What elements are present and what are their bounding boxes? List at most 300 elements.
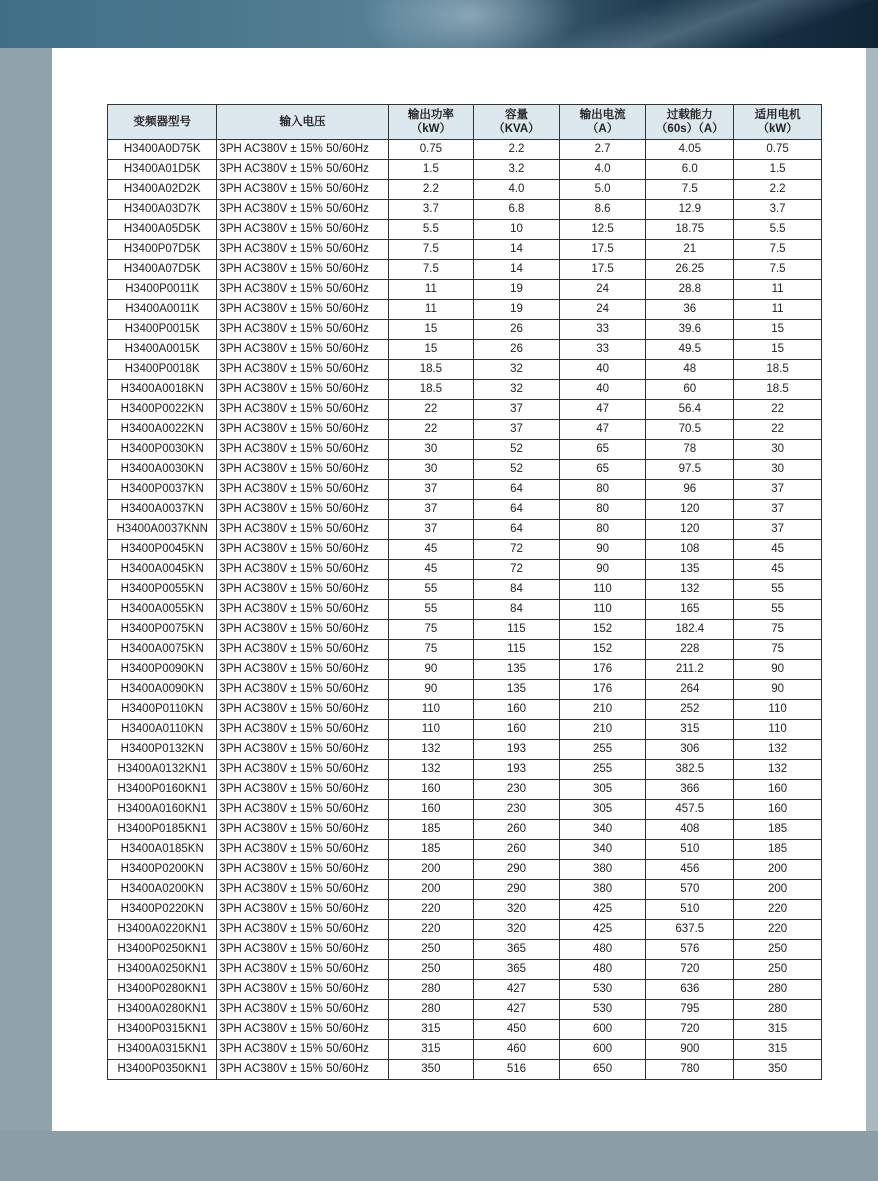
model-cell: H3400P0011K bbox=[108, 280, 217, 300]
table-row bbox=[108, 1060, 822, 1080]
motor-cell: 200 bbox=[734, 880, 822, 900]
table-row bbox=[108, 360, 822, 380]
table-row bbox=[108, 720, 822, 740]
motor-cell: 132 bbox=[734, 740, 822, 760]
capacity-cell: 64 bbox=[474, 520, 560, 540]
capacity-cell: 19 bbox=[474, 280, 560, 300]
motor-cell: 37 bbox=[734, 520, 822, 540]
bottom-margin-bar bbox=[0, 1131, 878, 1181]
power-cell: 110 bbox=[388, 720, 474, 740]
model-cell: H3400A0160KN1 bbox=[108, 800, 217, 820]
header-label: 输出功率 bbox=[407, 109, 454, 121]
power-cell: 315 bbox=[388, 1040, 474, 1060]
table-row bbox=[108, 820, 822, 840]
current-cell: 650 bbox=[559, 1060, 646, 1080]
motor-cell: 7.5 bbox=[734, 260, 822, 280]
current-cell: 110 bbox=[559, 600, 646, 620]
table-row bbox=[108, 580, 822, 600]
capacity-cell: 427 bbox=[474, 1000, 560, 1020]
model-cell: H3400P0015K bbox=[108, 320, 217, 340]
capacity-cell: 115 bbox=[474, 640, 560, 660]
overload-cell: 56.4 bbox=[646, 400, 734, 420]
capacity-cell: 84 bbox=[474, 580, 560, 600]
voltage-cell: 3PH AC380V ± 15% 50/60Hz bbox=[217, 720, 388, 740]
current-cell: 340 bbox=[559, 820, 646, 840]
capacity-cell: 72 bbox=[474, 560, 560, 580]
capacity-cell: 260 bbox=[474, 820, 560, 840]
current-cell: 65 bbox=[559, 460, 646, 480]
model-cell: H3400P0110KN bbox=[108, 700, 217, 720]
overload-cell: 165 bbox=[646, 600, 734, 620]
capacity-cell: 160 bbox=[474, 720, 560, 740]
overload-cell: 28.8 bbox=[646, 280, 734, 300]
power-cell: 18.5 bbox=[388, 380, 474, 400]
voltage-cell: 3PH AC380V ± 15% 50/60Hz bbox=[217, 560, 388, 580]
current-cell: 480 bbox=[559, 940, 646, 960]
table-row bbox=[108, 760, 822, 780]
power-cell: 250 bbox=[388, 960, 474, 980]
current-cell: 305 bbox=[559, 780, 646, 800]
motor-cell: 315 bbox=[734, 1020, 822, 1040]
motor-cell: 18.5 bbox=[734, 380, 822, 400]
capacity-cell: 37 bbox=[474, 400, 560, 420]
current-cell: 530 bbox=[559, 1000, 646, 1020]
capacity-cell: 10 bbox=[474, 220, 560, 240]
motor-cell: 90 bbox=[734, 680, 822, 700]
capacity-cell: 3.2 bbox=[474, 160, 560, 180]
current-cell: 530 bbox=[559, 980, 646, 1000]
model-cell: H3400A0018KN bbox=[108, 380, 217, 400]
table-row bbox=[108, 660, 822, 680]
capacity-cell: 193 bbox=[474, 740, 560, 760]
current-cell: 480 bbox=[559, 960, 646, 980]
overload-cell: 96 bbox=[646, 480, 734, 500]
power-cell: 200 bbox=[388, 880, 474, 900]
motor-cell: 1.5 bbox=[734, 160, 822, 180]
capacity-cell: 84 bbox=[474, 600, 560, 620]
table-row bbox=[108, 380, 822, 400]
power-cell: 132 bbox=[388, 740, 474, 760]
motor-cell: 15 bbox=[734, 320, 822, 340]
current-cell: 17.5 bbox=[559, 260, 646, 280]
voltage-cell: 3PH AC380V ± 15% 50/60Hz bbox=[217, 180, 388, 200]
power-cell: 55 bbox=[388, 580, 474, 600]
voltage-cell: 3PH AC380V ± 15% 50/60Hz bbox=[217, 700, 388, 720]
model-cell: H3400A0315KN1 bbox=[108, 1040, 217, 1060]
motor-cell: 18.5 bbox=[734, 360, 822, 380]
motor-cell: 3.7 bbox=[734, 200, 822, 220]
header-model bbox=[108, 105, 217, 140]
current-cell: 600 bbox=[559, 1040, 646, 1060]
power-cell: 22 bbox=[388, 420, 474, 440]
current-cell: 425 bbox=[559, 920, 646, 940]
current-cell: 176 bbox=[559, 660, 646, 680]
motor-cell: 185 bbox=[734, 840, 822, 860]
model-cell: H3400A0045KN bbox=[108, 560, 217, 580]
model-cell: H3400P0045KN bbox=[108, 540, 217, 560]
table-row bbox=[108, 800, 822, 820]
power-cell: 280 bbox=[388, 980, 474, 1000]
current-cell: 80 bbox=[559, 480, 646, 500]
current-cell: 2.7 bbox=[559, 140, 646, 160]
current-cell: 33 bbox=[559, 320, 646, 340]
table-row bbox=[108, 320, 822, 340]
motor-cell: 45 bbox=[734, 540, 822, 560]
capacity-cell: 365 bbox=[474, 940, 560, 960]
power-cell: 315 bbox=[388, 1020, 474, 1040]
voltage-cell: 3PH AC380V ± 15% 50/60Hz bbox=[217, 360, 388, 380]
voltage-cell: 3PH AC380V ± 15% 50/60Hz bbox=[217, 760, 388, 780]
model-cell: H3400P0350KN1 bbox=[108, 1060, 217, 1080]
voltage-cell: 3PH AC380V ± 15% 50/60Hz bbox=[217, 840, 388, 860]
model-cell: H3400P0075KN bbox=[108, 620, 217, 640]
overload-cell: 49.5 bbox=[646, 340, 734, 360]
voltage-cell: 3PH AC380V ± 15% 50/60Hz bbox=[217, 1020, 388, 1040]
voltage-cell: 3PH AC380V ± 15% 50/60Hz bbox=[217, 680, 388, 700]
capacity-cell: 6.8 bbox=[474, 200, 560, 220]
power-cell: 30 bbox=[388, 440, 474, 460]
power-cell: 75 bbox=[388, 640, 474, 660]
motor-cell: 185 bbox=[734, 820, 822, 840]
table-row bbox=[108, 840, 822, 860]
voltage-cell: 3PH AC380V ± 15% 50/60Hz bbox=[217, 300, 388, 320]
model-cell: H3400A0030KN bbox=[108, 460, 217, 480]
power-cell: 160 bbox=[388, 800, 474, 820]
overload-cell: 456 bbox=[646, 860, 734, 880]
capacity-cell: 64 bbox=[474, 480, 560, 500]
capacity-cell: 52 bbox=[474, 460, 560, 480]
spec-table-body bbox=[108, 140, 822, 1080]
capacity-cell: 64 bbox=[474, 500, 560, 520]
table-row bbox=[108, 640, 822, 660]
voltage-cell: 3PH AC380V ± 15% 50/60Hz bbox=[217, 880, 388, 900]
model-cell: H3400P0160KN1 bbox=[108, 780, 217, 800]
model-cell: H3400P0280KN1 bbox=[108, 980, 217, 1000]
overload-cell: 510 bbox=[646, 840, 734, 860]
motor-cell: 160 bbox=[734, 800, 822, 820]
header-overload bbox=[646, 105, 734, 140]
voltage-cell: 3PH AC380V ± 15% 50/60Hz bbox=[217, 920, 388, 940]
capacity-cell: 4.0 bbox=[474, 180, 560, 200]
table-row bbox=[108, 220, 822, 240]
voltage-cell: 3PH AC380V ± 15% 50/60Hz bbox=[217, 540, 388, 560]
model-cell: H3400A0280KN1 bbox=[108, 1000, 217, 1020]
power-cell: 132 bbox=[388, 760, 474, 780]
overload-cell: 18.75 bbox=[646, 220, 734, 240]
power-cell: 15 bbox=[388, 320, 474, 340]
header-label: 容量 bbox=[504, 109, 528, 121]
motor-cell: 2.2 bbox=[734, 180, 822, 200]
motor-cell: 132 bbox=[734, 760, 822, 780]
table-row bbox=[108, 400, 822, 420]
table-row bbox=[108, 540, 822, 560]
model-cell: H3400A0090KN bbox=[108, 680, 217, 700]
motor-cell: 55 bbox=[734, 600, 822, 620]
overload-cell: 720 bbox=[646, 1020, 734, 1040]
model-cell: H3400A0220KN1 bbox=[108, 920, 217, 940]
current-cell: 340 bbox=[559, 840, 646, 860]
model-cell: H3400P0022KN bbox=[108, 400, 217, 420]
table-row bbox=[108, 180, 822, 200]
current-cell: 5.0 bbox=[559, 180, 646, 200]
table-row bbox=[108, 460, 822, 480]
current-cell: 110 bbox=[559, 580, 646, 600]
overload-cell: 900 bbox=[646, 1040, 734, 1060]
power-cell: 350 bbox=[388, 1060, 474, 1080]
voltage-cell: 3PH AC380V ± 15% 50/60Hz bbox=[217, 820, 388, 840]
power-cell: 7.5 bbox=[388, 260, 474, 280]
overload-cell: 120 bbox=[646, 520, 734, 540]
capacity-cell: 135 bbox=[474, 660, 560, 680]
model-cell: H3400A01D5K bbox=[108, 160, 217, 180]
table-row bbox=[108, 560, 822, 580]
table-row bbox=[108, 260, 822, 280]
voltage-cell: 3PH AC380V ± 15% 50/60Hz bbox=[217, 660, 388, 680]
table-row bbox=[108, 920, 822, 940]
model-cell: H3400A0075KN bbox=[108, 640, 217, 660]
voltage-cell: 3PH AC380V ± 15% 50/60Hz bbox=[217, 200, 388, 220]
header-output-current bbox=[559, 105, 646, 140]
top-banner bbox=[0, 0, 878, 48]
voltage-cell: 3PH AC380V ± 15% 50/60Hz bbox=[217, 440, 388, 460]
model-cell: H3400A03D7K bbox=[108, 200, 217, 220]
power-cell: 250 bbox=[388, 940, 474, 960]
table-row bbox=[108, 480, 822, 500]
voltage-cell: 3PH AC380V ± 15% 50/60Hz bbox=[217, 400, 388, 420]
motor-cell: 250 bbox=[734, 960, 822, 980]
current-cell: 380 bbox=[559, 860, 646, 880]
header-label: 过载能力 bbox=[666, 109, 713, 121]
model-cell: H3400A05D5K bbox=[108, 220, 217, 240]
table-row bbox=[108, 340, 822, 360]
voltage-cell: 3PH AC380V ± 15% 50/60Hz bbox=[217, 960, 388, 980]
capacity-cell: 230 bbox=[474, 780, 560, 800]
model-cell: H3400A0132KN1 bbox=[108, 760, 217, 780]
table-row bbox=[108, 700, 822, 720]
model-cell: H3400A0037KNN bbox=[108, 520, 217, 540]
model-cell: H3400A0D75K bbox=[108, 140, 217, 160]
motor-cell: 90 bbox=[734, 660, 822, 680]
power-cell: 160 bbox=[388, 780, 474, 800]
model-cell: H3400A0185KN bbox=[108, 840, 217, 860]
table-row bbox=[108, 880, 822, 900]
model-cell: H3400P0030KN bbox=[108, 440, 217, 460]
current-cell: 8.6 bbox=[559, 200, 646, 220]
header-motor bbox=[734, 105, 822, 140]
model-cell: H3400P0250KN1 bbox=[108, 940, 217, 960]
table-row bbox=[108, 680, 822, 700]
overload-cell: 70.5 bbox=[646, 420, 734, 440]
current-cell: 255 bbox=[559, 740, 646, 760]
overload-cell: 780 bbox=[646, 1060, 734, 1080]
overload-cell: 252 bbox=[646, 700, 734, 720]
motor-cell: 15 bbox=[734, 340, 822, 360]
model-cell: H3400P0132KN bbox=[108, 740, 217, 760]
model-cell: H3400P0018K bbox=[108, 360, 217, 380]
model-cell: H3400A0015K bbox=[108, 340, 217, 360]
model-cell: H3400A0022KN bbox=[108, 420, 217, 440]
header-capacity bbox=[474, 105, 560, 140]
header-label: 变频器型号 bbox=[133, 116, 191, 128]
model-cell: H3400A0110KN bbox=[108, 720, 217, 740]
voltage-cell: 3PH AC380V ± 15% 50/60Hz bbox=[217, 900, 388, 920]
overload-cell: 36 bbox=[646, 300, 734, 320]
header-output-power bbox=[388, 105, 474, 140]
capacity-cell: 290 bbox=[474, 860, 560, 880]
power-cell: 22 bbox=[388, 400, 474, 420]
current-cell: 210 bbox=[559, 700, 646, 720]
motor-cell: 30 bbox=[734, 460, 822, 480]
motor-cell: 55 bbox=[734, 580, 822, 600]
table-row bbox=[108, 500, 822, 520]
motor-cell: 160 bbox=[734, 780, 822, 800]
power-cell: 110 bbox=[388, 700, 474, 720]
capacity-cell: 160 bbox=[474, 700, 560, 720]
voltage-cell: 3PH AC380V ± 15% 50/60Hz bbox=[217, 420, 388, 440]
power-cell: 280 bbox=[388, 1000, 474, 1020]
spec-table-header bbox=[108, 105, 822, 140]
power-cell: 1.5 bbox=[388, 160, 474, 180]
overload-cell: 60 bbox=[646, 380, 734, 400]
model-cell: H3400P0055KN bbox=[108, 580, 217, 600]
table-row bbox=[108, 1020, 822, 1040]
power-cell: 220 bbox=[388, 900, 474, 920]
model-cell: H3400P0315KN1 bbox=[108, 1020, 217, 1040]
overload-cell: 26.25 bbox=[646, 260, 734, 280]
voltage-cell: 3PH AC380V ± 15% 50/60Hz bbox=[217, 160, 388, 180]
current-cell: 12.5 bbox=[559, 220, 646, 240]
power-cell: 11 bbox=[388, 300, 474, 320]
voltage-cell: 3PH AC380V ± 15% 50/60Hz bbox=[217, 800, 388, 820]
overload-cell: 720 bbox=[646, 960, 734, 980]
overload-cell: 408 bbox=[646, 820, 734, 840]
overload-cell: 7.5 bbox=[646, 180, 734, 200]
right-margin-bar bbox=[866, 48, 878, 1181]
voltage-cell: 3PH AC380V ± 15% 50/60Hz bbox=[217, 640, 388, 660]
voltage-cell: 3PH AC380V ± 15% 50/60Hz bbox=[217, 480, 388, 500]
power-cell: 7.5 bbox=[388, 240, 474, 260]
power-cell: 200 bbox=[388, 860, 474, 880]
voltage-cell: 3PH AC380V ± 15% 50/60Hz bbox=[217, 980, 388, 1000]
model-cell: H3400A0250KN1 bbox=[108, 960, 217, 980]
overload-cell: 78 bbox=[646, 440, 734, 460]
table-row bbox=[108, 940, 822, 960]
overload-cell: 6.0 bbox=[646, 160, 734, 180]
motor-cell: 280 bbox=[734, 1000, 822, 1020]
overload-cell: 211.2 bbox=[646, 660, 734, 680]
current-cell: 152 bbox=[559, 620, 646, 640]
capacity-cell: 19 bbox=[474, 300, 560, 320]
motor-cell: 30 bbox=[734, 440, 822, 460]
power-cell: 45 bbox=[388, 540, 474, 560]
current-cell: 152 bbox=[559, 640, 646, 660]
model-cell: H3400A0011K bbox=[108, 300, 217, 320]
power-cell: 3.7 bbox=[388, 200, 474, 220]
voltage-cell: 3PH AC380V ± 15% 50/60Hz bbox=[217, 220, 388, 240]
capacity-cell: 135 bbox=[474, 680, 560, 700]
overload-cell: 315 bbox=[646, 720, 734, 740]
header-row bbox=[108, 105, 822, 140]
motor-cell: 220 bbox=[734, 900, 822, 920]
overload-cell: 39.6 bbox=[646, 320, 734, 340]
motor-cell: 37 bbox=[734, 480, 822, 500]
motor-cell: 7.5 bbox=[734, 240, 822, 260]
motor-cell: 75 bbox=[734, 640, 822, 660]
motor-cell: 22 bbox=[734, 420, 822, 440]
current-cell: 90 bbox=[559, 560, 646, 580]
model-cell: H3400A07D5K bbox=[108, 260, 217, 280]
overload-cell: 457.5 bbox=[646, 800, 734, 820]
overload-cell: 120 bbox=[646, 500, 734, 520]
motor-cell: 11 bbox=[734, 300, 822, 320]
voltage-cell: 3PH AC380V ± 15% 50/60Hz bbox=[217, 780, 388, 800]
current-cell: 380 bbox=[559, 880, 646, 900]
capacity-cell: 320 bbox=[474, 920, 560, 940]
header-unit: （60s）（A） bbox=[655, 123, 724, 135]
voltage-cell: 3PH AC380V ± 15% 50/60Hz bbox=[217, 340, 388, 360]
current-cell: 90 bbox=[559, 540, 646, 560]
table-row bbox=[108, 960, 822, 980]
voltage-cell: 3PH AC380V ± 15% 50/60Hz bbox=[217, 940, 388, 960]
current-cell: 80 bbox=[559, 500, 646, 520]
table-row bbox=[108, 900, 822, 920]
capacity-cell: 290 bbox=[474, 880, 560, 900]
motor-cell: 250 bbox=[734, 940, 822, 960]
table-row bbox=[108, 780, 822, 800]
voltage-cell: 3PH AC380V ± 15% 50/60Hz bbox=[217, 500, 388, 520]
power-cell: 5.5 bbox=[388, 220, 474, 240]
capacity-cell: 14 bbox=[474, 260, 560, 280]
header-label: 输出电流 bbox=[579, 109, 626, 121]
voltage-cell: 3PH AC380V ± 15% 50/60Hz bbox=[217, 600, 388, 620]
spec-table bbox=[107, 104, 822, 1080]
overload-cell: 108 bbox=[646, 540, 734, 560]
header-unit: （kW） bbox=[757, 123, 798, 135]
header-unit: （kW） bbox=[410, 123, 451, 135]
capacity-cell: 365 bbox=[474, 960, 560, 980]
capacity-cell: 14 bbox=[474, 240, 560, 260]
model-cell: H3400P0037KN bbox=[108, 480, 217, 500]
table-row bbox=[108, 980, 822, 1000]
power-cell: 30 bbox=[388, 460, 474, 480]
overload-cell: 135 bbox=[646, 560, 734, 580]
table-row bbox=[108, 200, 822, 220]
overload-cell: 12.9 bbox=[646, 200, 734, 220]
voltage-cell: 3PH AC380V ± 15% 50/60Hz bbox=[217, 260, 388, 280]
overload-cell: 4.05 bbox=[646, 140, 734, 160]
current-cell: 80 bbox=[559, 520, 646, 540]
overload-cell: 510 bbox=[646, 900, 734, 920]
voltage-cell: 3PH AC380V ± 15% 50/60Hz bbox=[217, 520, 388, 540]
table-row bbox=[108, 620, 822, 640]
power-cell: 45 bbox=[388, 560, 474, 580]
motor-cell: 37 bbox=[734, 500, 822, 520]
capacity-cell: 32 bbox=[474, 360, 560, 380]
overload-cell: 132 bbox=[646, 580, 734, 600]
overload-cell: 182.4 bbox=[646, 620, 734, 640]
table-row bbox=[108, 280, 822, 300]
current-cell: 47 bbox=[559, 400, 646, 420]
current-cell: 600 bbox=[559, 1020, 646, 1040]
table-row bbox=[108, 520, 822, 540]
power-cell: 37 bbox=[388, 520, 474, 540]
current-cell: 255 bbox=[559, 760, 646, 780]
table-row bbox=[108, 600, 822, 620]
current-cell: 425 bbox=[559, 900, 646, 920]
voltage-cell: 3PH AC380V ± 15% 50/60Hz bbox=[217, 740, 388, 760]
motor-cell: 11 bbox=[734, 280, 822, 300]
capacity-cell: 37 bbox=[474, 420, 560, 440]
